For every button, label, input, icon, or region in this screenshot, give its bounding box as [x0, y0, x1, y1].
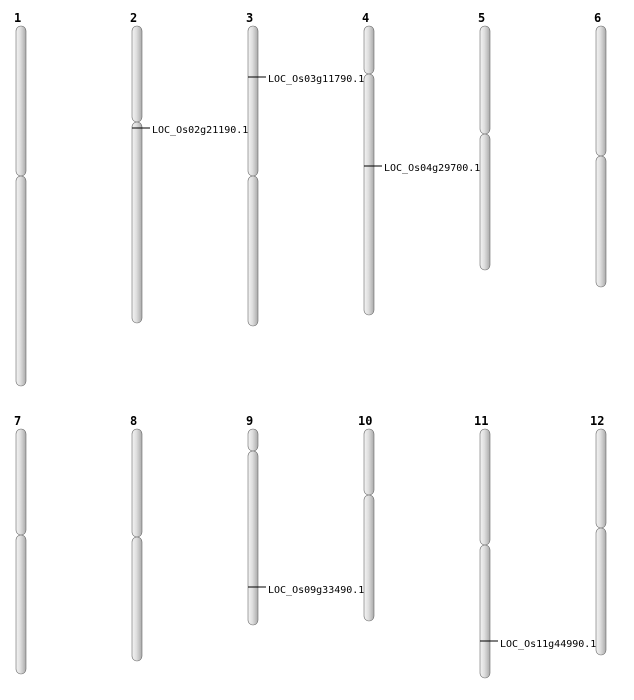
- chromosome-12-arm-q: [596, 528, 606, 655]
- gene-label-LOC_Os11g44990: LOC_Os11g44990.1: [500, 639, 597, 650]
- chromosome-11-arm-q: [480, 545, 490, 678]
- chromosome-7: [14, 414, 26, 674]
- chromosome-9-arm-q: [248, 451, 258, 625]
- chromosome-3: [246, 11, 364, 326]
- chromosome-label-1: 1: [14, 11, 22, 25]
- chromosome-2: [130, 11, 248, 323]
- chromosome-9-arm-p: [248, 429, 258, 451]
- chromosome-6-arm-q: [596, 156, 606, 287]
- gene-label-LOC_Os09g33490: LOC_Os09g33490.1: [268, 585, 365, 596]
- chromosome-8: [130, 414, 142, 661]
- chromosome-label-4: 4: [362, 11, 370, 25]
- chromosome-1: [14, 11, 26, 386]
- chromosome-label-5: 5: [478, 11, 486, 25]
- chromosome-1-arm-q: [16, 176, 26, 386]
- chromosome-label-3: 3: [246, 11, 254, 25]
- gene-label-LOC_Os03g11790: LOC_Os03g11790.1: [268, 74, 365, 85]
- chromosome-4-arm-p: [364, 26, 374, 74]
- chromosome-11: [474, 414, 596, 678]
- chromosome-label-11: 11: [474, 414, 489, 428]
- chromosome-12: [590, 414, 606, 655]
- chromosome-label-6: 6: [594, 11, 602, 25]
- chromosome-4: [362, 11, 480, 315]
- chromosome-label-7: 7: [14, 414, 22, 428]
- chromosome-4-arm-q: [364, 74, 374, 315]
- chromosome-3-arm-p: [248, 26, 258, 176]
- chromosome-6: [594, 11, 606, 287]
- chromosome-9: [246, 414, 364, 625]
- chromosome-7-arm-p: [16, 429, 26, 535]
- chromosome-3-arm-q: [248, 176, 258, 326]
- gene-label-LOC_Os04g29700: LOC_Os04g29700.1: [384, 163, 481, 174]
- chromosome-label-9: 9: [246, 414, 254, 428]
- chromosome-2-arm-q: [132, 122, 142, 323]
- chromosome-label-10: 10: [358, 414, 373, 428]
- chromosome-label-2: 2: [130, 11, 138, 25]
- chromosome-8-arm-q: [132, 537, 142, 661]
- chromosome-label-8: 8: [130, 414, 138, 428]
- chromosome-2-arm-p: [132, 26, 142, 122]
- chromosome-8-arm-p: [132, 429, 142, 537]
- chromosome-10-arm-q: [364, 495, 374, 621]
- chromosome-12-arm-p: [596, 429, 606, 528]
- chromosome-label-12: 12: [590, 414, 605, 428]
- chromosome-6-arm-p: [596, 26, 606, 156]
- chromosome-5-arm-p: [480, 26, 490, 134]
- gene-label-LOC_Os02g21190: LOC_Os02g21190.1: [152, 125, 249, 136]
- chromosome-10-arm-p: [364, 429, 374, 495]
- chromosome-7-arm-q: [16, 535, 26, 674]
- chromosome-1-arm-p: [16, 26, 26, 176]
- chromosome-5-arm-q: [480, 134, 490, 270]
- chromosome-11-arm-p: [480, 429, 490, 545]
- chromosome-5: [478, 11, 490, 270]
